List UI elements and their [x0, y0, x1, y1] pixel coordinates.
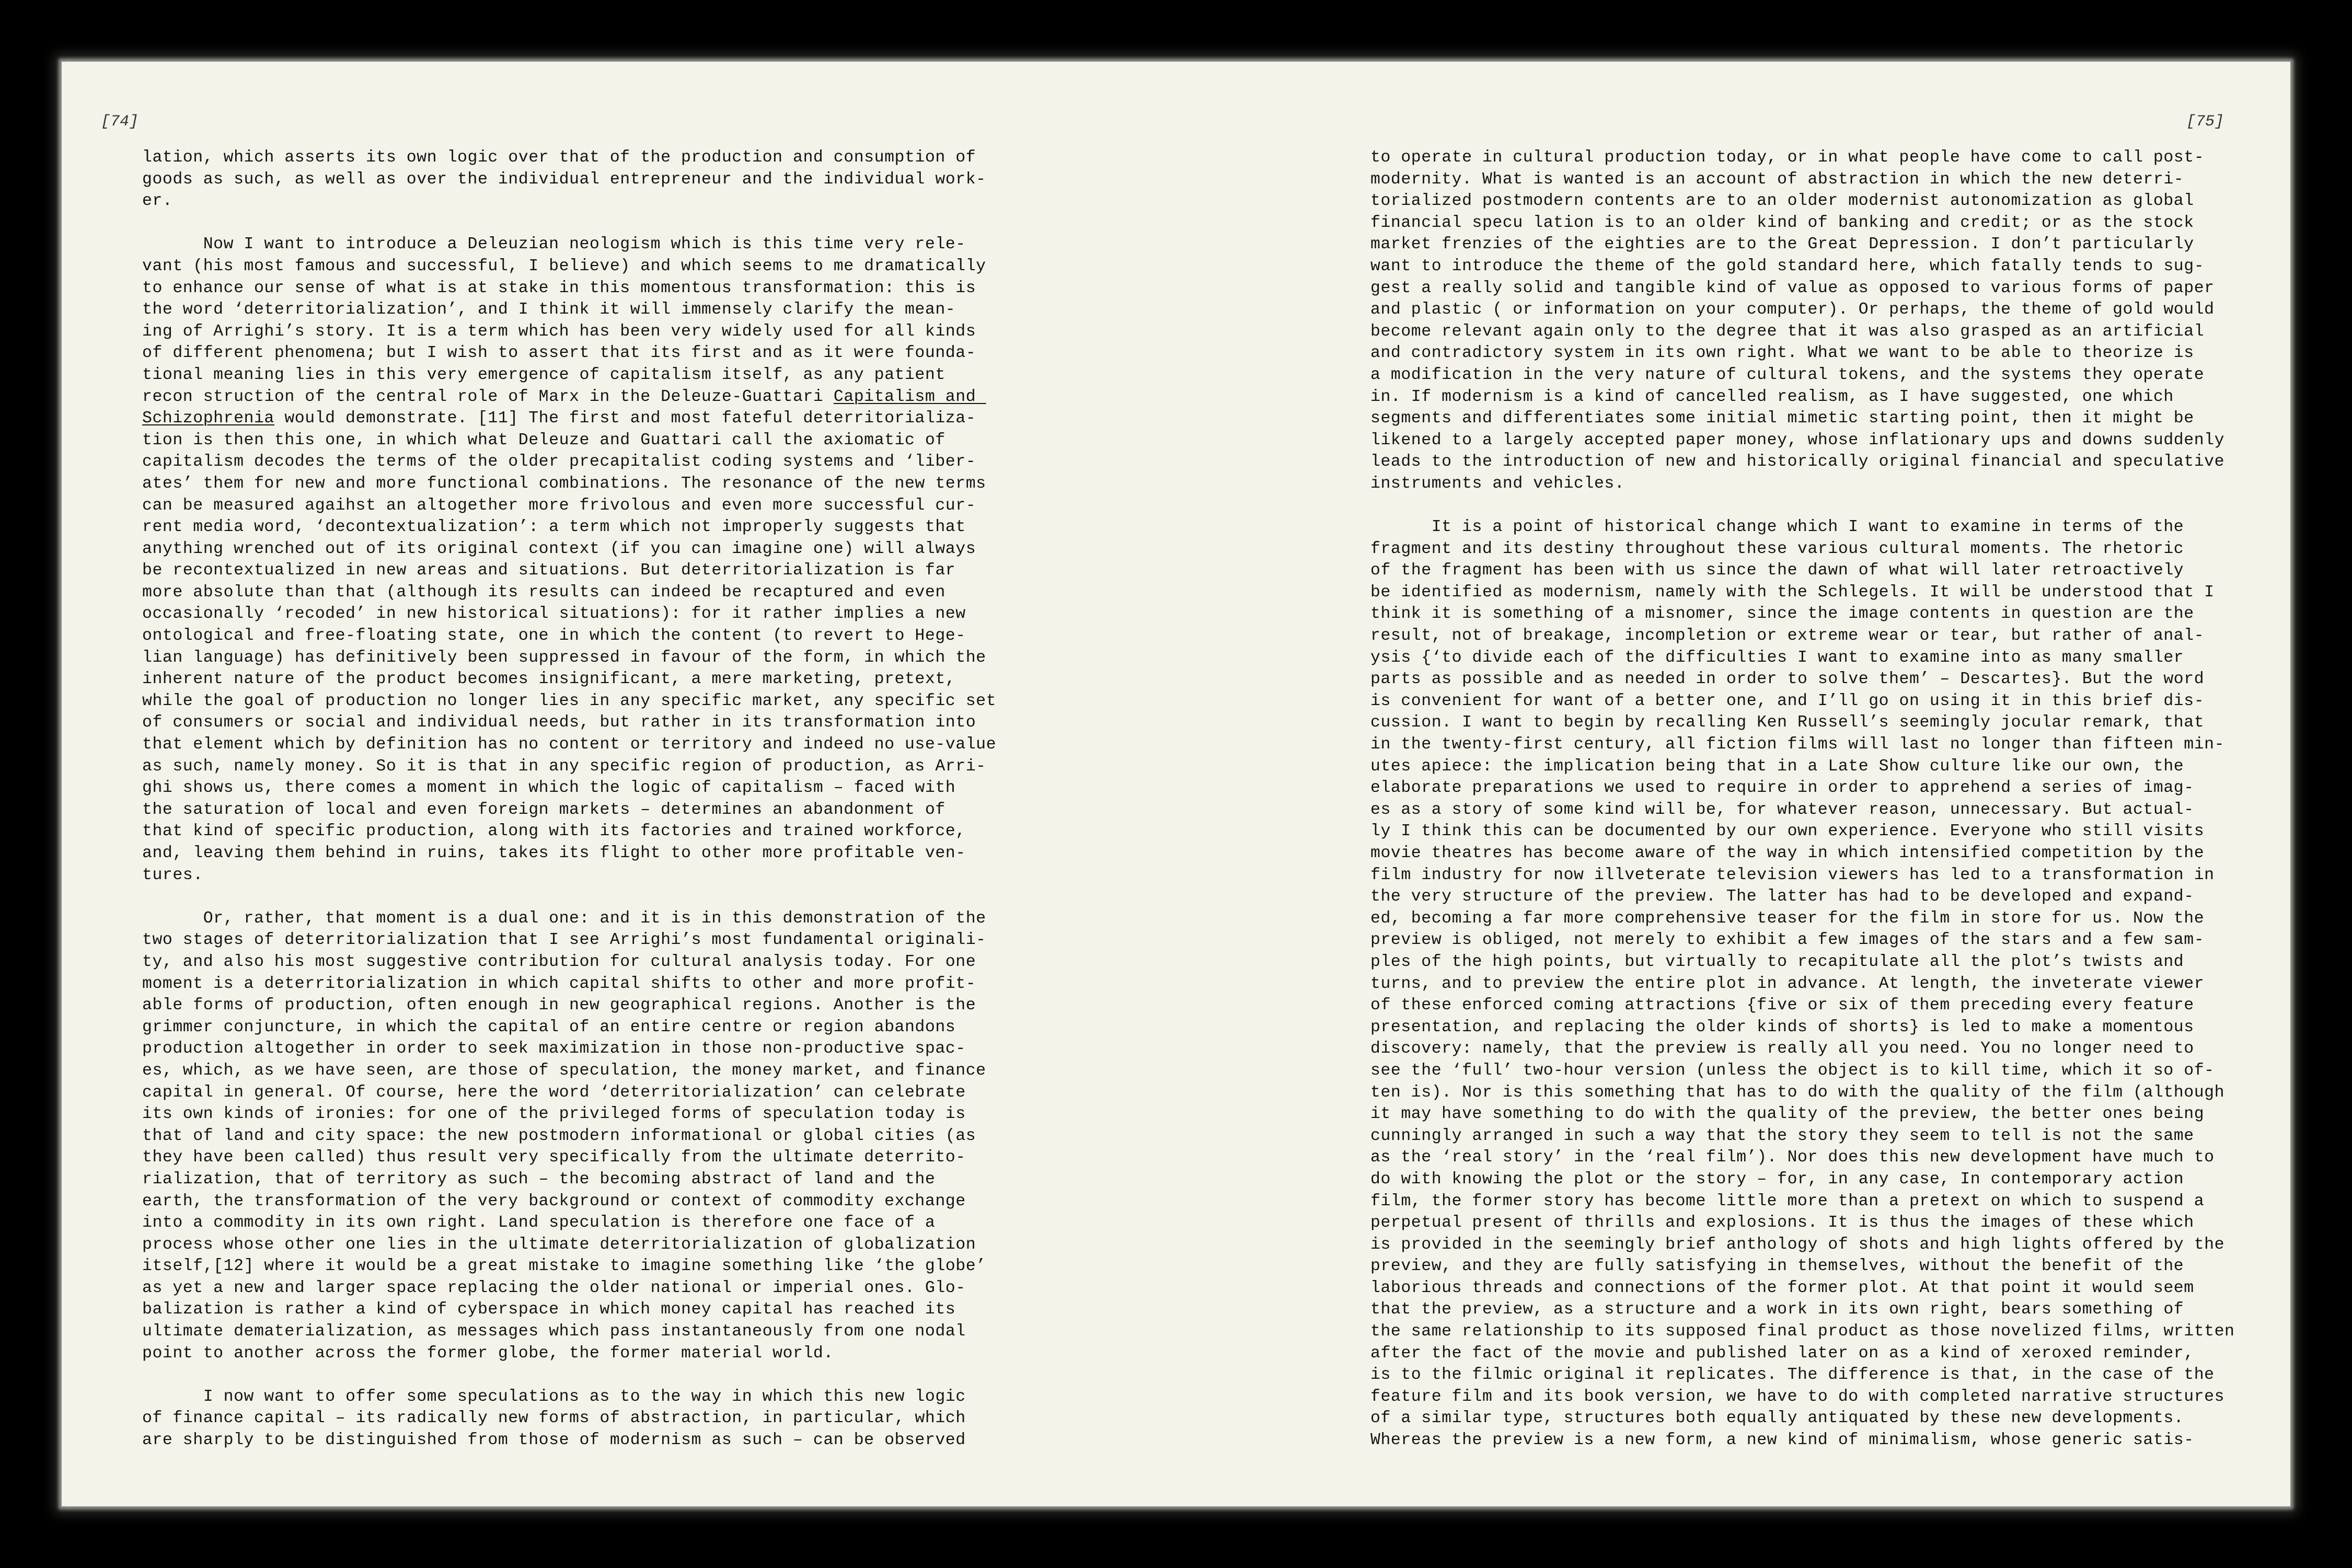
- text-line: modernity. What is wanted is an account of abstraction in which the new deterri-: [1370, 170, 2184, 189]
- text-line: feature film and its book version, we have to do with completed narrative structures: [1370, 1387, 2225, 1406]
- book-title-underlined: Schizophrenia: [142, 409, 274, 428]
- text-line: tion is then this one, in which what Deleuze and Guattari call the axiomatic of: [142, 431, 946, 449]
- text-line: production altogether in order to seek maximization in those non-productive spac-: [142, 1040, 966, 1058]
- text-line: preview is obliged, not merely to exhibit a few images of the stars and a few sam-: [1370, 931, 2205, 950]
- text-line: process whose other one lies in the ultimate deterritorialization of globalization: [142, 1235, 976, 1254]
- text-line: grimmer conjuncture, in which the capital of an entire centre or region abandons: [142, 1018, 956, 1036]
- text-line: es, which, as we have seen, are those of speculation, the money market, and finance: [142, 1061, 986, 1080]
- text-line: parts as possible and as needed in order to solve them’ – Descartes}. But the word: [1370, 670, 2205, 689]
- text-line: of a similar type, structures both equally antiquated by these new developments.: [1370, 1409, 2184, 1428]
- text-line: its own kinds of ironies: for one of the privileged forms of speculation today is: [142, 1105, 966, 1124]
- text-line: a modification in the very nature of cultural tokens, and the systems they operate: [1370, 365, 2205, 384]
- text-line: be identified as modernism, namely with the Schlegels. It will be understood that I: [1370, 583, 2215, 602]
- text-line: the word ‘deterritorialization’, and I think it will immensely clarify the mean-: [142, 301, 956, 319]
- text-line: in. If modernism is a kind of cancelled realism, as I have suggested, one which: [1370, 387, 2174, 406]
- text-line: more absolute than that (although its results can indeed be recaptured and even: [142, 583, 946, 602]
- text-line: ultimate dematerialization, as messages which pass instantaneously from one nodal: [142, 1322, 966, 1341]
- text-line: two stages of deterritorialization that I see Arrighi’s most fundamental originali-: [142, 931, 986, 950]
- text-line: elaborate preparations we used to require in order to apprehend a series of imag-: [1370, 779, 2194, 798]
- text-line: while the goal of production no longer lies in any specific market, any specific set: [142, 691, 997, 710]
- book-spread: [62, 62, 2290, 1506]
- text-line: tional meaning lies in this very emergence of capitalism itself, as any patient: [142, 365, 946, 384]
- text-line: see the ‘full’ two-hour version (unless the object is to kill time, which it so of-: [1370, 1061, 2215, 1080]
- text-line: capital in general. Of course, here the word ‘deterritorialization’ can celebrate: [142, 1083, 966, 1102]
- text-line: and, leaving them behind in ruins, takes its flight to other more profitable ven-: [142, 844, 966, 862]
- text-line: gest a really solid and tangible kind of value as opposed to various forms of paper: [1370, 279, 2215, 297]
- text-line: er.: [142, 192, 173, 211]
- text-line: discovery: namely, that the preview is really all you need. You no longer need to: [1370, 1040, 2194, 1058]
- body-text: [142, 147, 996, 1451]
- text-line: become relevant again only to the degree that it was also grasped as an artificial: [1370, 322, 2205, 341]
- text-line: market frenzies of the eighties are to the Great Depression. I don’t particularly: [1370, 235, 2194, 254]
- text-line: ly I think this can be documented by our own experience. Everyone who still visits: [1370, 822, 2205, 841]
- right-page: [1176, 62, 2290, 1506]
- text-line: cunningly arranged in such a way that the story they seem to tell is not the same: [1370, 1126, 2194, 1145]
- text-line: is convenient for want of a better one, and I’ll go on using it in this brief dis-: [1370, 691, 2205, 710]
- text-line: can be measured agaihst an altogether more frivolous and even more successful cur-: [142, 496, 976, 515]
- text-line: cussion. I want to begin by recalling Ken Russell’s seemingly jocular remark, that: [1370, 713, 2205, 732]
- text-line: that the preview, as a structure and a work in its own right, bears something of: [1370, 1300, 2184, 1319]
- text-line: after the fact of the movie and published later on as a kind of xeroxed reminder,: [1370, 1344, 2194, 1363]
- left-page: [62, 62, 1176, 1506]
- text-line: of these enforced coming attractions {five or six of them preceding every feature: [1370, 996, 2194, 1015]
- text-line: inherent nature of the product becomes insignificant, a mere marketing, pretext,: [142, 670, 956, 689]
- text-line: lation, which asserts its own logic over that of the production and consumption of: [142, 148, 976, 167]
- book-title-underlined: Capitalism and: [833, 387, 986, 406]
- text-line: ontological and free-floating state, one in which the content (to revert to Hege-: [142, 627, 966, 645]
- text-line: itself,[12] where it would be a great mistake to imagine something like ‘the globe’: [142, 1257, 986, 1276]
- text-line: that of land and city space: the new postmodern informational or global cities (as: [142, 1126, 976, 1145]
- text-line: movie theatres has become aware of the way in which intensified competition by the: [1370, 844, 2205, 862]
- text-line: film, the former story has become little more than a pretext on which to suspend a: [1370, 1192, 2205, 1210]
- text-line: is to the filmic original it replicates. The difference is that, in the case of the: [1370, 1366, 2215, 1385]
- text-line: leads to the introduction of new and historically original financial and speculative: [1370, 453, 2225, 471]
- text-line: I now want to offer some speculations as to the way in which this new logic: [142, 1387, 966, 1406]
- text-line: rialization, that of territory as such – the becoming abstract of land and the: [142, 1170, 936, 1189]
- text-line: utes apiece: the implication being that in a Late Show culture like our own, the: [1370, 757, 2184, 776]
- text-line: [1370, 495, 2235, 517]
- text-line: the saturation of local and even foreign markets – determines an abandonment of: [142, 800, 946, 819]
- text-line: as yet a new and larger space replacing the older national or imperial ones. Glo-: [142, 1278, 966, 1297]
- text-line: turns, and to preview the entire plot in advance. At length, the inveterate viewer: [1370, 974, 2205, 993]
- text-line: that element which by definition has no content or territory and indeed no use-value: [142, 735, 997, 754]
- text-line: ghi shows us, there comes a moment in which the logic of capitalism – faced with: [142, 779, 956, 798]
- text-line: think it is something of a misnomer, since the image contents in question are the: [1370, 605, 2194, 624]
- text-line: capitalism decodes the terms of the older precapitalist coding systems and ‘liber-: [142, 453, 976, 471]
- text-line: likened to a largely accepted paper money, whose inflationary ups and downs suddenly: [1370, 431, 2225, 449]
- body-text: [1370, 147, 2235, 1451]
- text-line: [142, 212, 996, 234]
- text-line: instruments and vehicles.: [1370, 474, 1625, 493]
- text-line: as such, namely money. So it is that in any specific region of production, as Arri-: [142, 757, 986, 776]
- text-line: balization is rather a kind of cyberspace in which money capital has reached its: [142, 1300, 956, 1319]
- text-line: of consumers or social and individual needs, but rather in its transformation into: [142, 713, 976, 732]
- text-line: Now I want to introduce a Deleuzian neologism which is this time very rele-: [142, 235, 966, 254]
- text-line: the same relationship to its supposed final product as those novelized films, written: [1370, 1322, 2235, 1341]
- text-line: presentation, and replacing the older kinds of shorts} is led to make a momentous: [1370, 1018, 2194, 1036]
- text-line: to enhance our sense of what is at stake in this momentous transformation: this is: [142, 279, 976, 297]
- text-line: [142, 886, 996, 908]
- text-line: financial specu lation is to an older kind of banking and credit; or as the stock: [1370, 213, 2194, 232]
- text-line: they have been called) thus result very specifically from the ultimate deterrito-: [142, 1148, 966, 1167]
- text-line: lian language) has definitively been suppressed in favour of the form, in which the: [142, 648, 986, 667]
- text-line: ty, and also his most suggestive contribution for cultural analysis today. For one: [142, 952, 976, 971]
- text-line: Schizophrenia would demonstrate. [11] The first and most fateful deterritorializa-: [142, 409, 976, 428]
- text-line: of finance capital – its radically new forms of abstraction, in particular, which: [142, 1409, 966, 1428]
- page-number: [74]: [101, 113, 139, 131]
- text-line: result, not of breakage, incompletion or extreme wear or tear, but rather of anal-: [1370, 627, 2205, 645]
- page-number: [75]: [2186, 113, 2224, 131]
- text-line: that kind of specific production, along with its factories and trained workforce,: [142, 822, 966, 841]
- text-line: Whereas the preview is a new form, a new kind of minimalism, whose generic satis-: [1370, 1431, 2194, 1450]
- text-line: able forms of production, often enough in new geographical regions. Another is the: [142, 996, 976, 1015]
- text-line: anything wrenched out of its original context (if you can imagine one) will always: [142, 539, 976, 558]
- text-line: It is a point of historical change which I want to examine in terms of the: [1370, 518, 2184, 537]
- text-line: [142, 1364, 996, 1386]
- text-line: ten is). Nor is this something that has to do with the quality of the film (although: [1370, 1083, 2225, 1102]
- text-line: of the fragment has been with us since the dawn of what will later retroactively: [1370, 561, 2184, 580]
- text-line: ysis {‘to divide each of the difficulties I want to examine into as many smaller: [1370, 648, 2184, 667]
- text-line: are sharply to be distinguished from those of modernism as such – can be observed: [142, 1431, 966, 1450]
- text-line: laborious threads and connections of the former plot. At that point it would seem: [1370, 1278, 2194, 1297]
- text-line: vant (his most famous and successful, I believe) and which seems to me dramatically: [142, 257, 986, 275]
- text-line: tures.: [142, 866, 203, 884]
- text-line: it may have something to do with the quality of the preview, the better ones being: [1370, 1105, 2205, 1124]
- text-line: ed, becoming a far more comprehensive teaser for the film in store for us. Now the: [1370, 909, 2205, 928]
- text-line: into a commodity in its own right. Land speculation is therefore one face of a: [142, 1214, 936, 1232]
- text-line: in the twenty-first century, all fiction films will last no longer than fifteen min-: [1370, 735, 2225, 754]
- text-line: earth, the transformation of the very background or context of commodity exchange: [142, 1192, 966, 1210]
- text-line: do with knowing the plot or the story – for, in any case, In contemporary action: [1370, 1170, 2184, 1189]
- text-line: to operate in cultural production today, or in what people have come to call post-: [1370, 148, 2205, 167]
- text-line: torialized postmodern contents are to an older modernist autonomization as global: [1370, 192, 2194, 211]
- text-line: be recontextualized in new areas and situations. But deterritorialization is far: [142, 561, 956, 580]
- text-line: ples of the high points, but virtually to recapitulate all the plot’s twists and: [1370, 952, 2184, 971]
- text-line: the very structure of the preview. The latter has had to be developed and expand-: [1370, 887, 2194, 906]
- text-line: perpetual present of thrills and explosions. It is thus the images of these which: [1370, 1214, 2194, 1232]
- text-line: rent media word, ‘decontextualization’: a term which not improperly suggests that: [142, 518, 966, 537]
- text-line: and contradictory system in its own right. What we want to be able to theorize is: [1370, 344, 2194, 363]
- text-line: recon struction of the central role of Marx in the Deleuze-Guattari Capitalism and: [142, 387, 986, 406]
- text-line: of different phenomena; but I wish to assert that its first and as it were founda-: [142, 344, 976, 363]
- text-line: is provided in the seemingly brief anthology of shots and high lights offered by the: [1370, 1235, 2225, 1254]
- text-line: as the ‘real story’ in the ‘real film’). Nor does this new development have much to: [1370, 1148, 2215, 1167]
- text-line: fragment and its destiny throughout these various cultural moments. The rhetoric: [1370, 539, 2184, 558]
- text-line: want to introduce the theme of the gold standard here, which fatally tends to sug-: [1370, 257, 2205, 275]
- text-line: ates’ them for new and more functional combinations. The resonance of the new terms: [142, 474, 986, 493]
- text-line: es as a story of some kind will be, for whatever reason, unnecessary. But actual-: [1370, 800, 2194, 819]
- text-line: point to another across the former globe, the former material world.: [142, 1344, 834, 1363]
- text-line: moment is a deterritorialization in which capital shifts to other and more profit-: [142, 974, 976, 993]
- text-line: occasionally ‘recoded’ in new historical situations): for it rather implies a new: [142, 605, 966, 624]
- text-line: segments and differentiates some initial mimetic starting point, then it might be: [1370, 409, 2194, 428]
- text-line: and plastic ( or information on your computer). Or perhaps, the theme of gold would: [1370, 301, 2215, 319]
- text-line: goods as such, as well as over the individual entrepreneur and the individual work-: [142, 170, 986, 189]
- text-line: film industry for now illveterate television viewers has led to a transformation in: [1370, 866, 2215, 884]
- text-line: ing of Arrighi’s story. It is a term which has been very widely used for all kinds: [142, 322, 976, 341]
- text-line: preview, and they are fully satisfying in themselves, without the benefit of the: [1370, 1257, 2184, 1276]
- text-line: Or, rather, that moment is a dual one: and it is in this demonstration of the: [142, 909, 986, 928]
